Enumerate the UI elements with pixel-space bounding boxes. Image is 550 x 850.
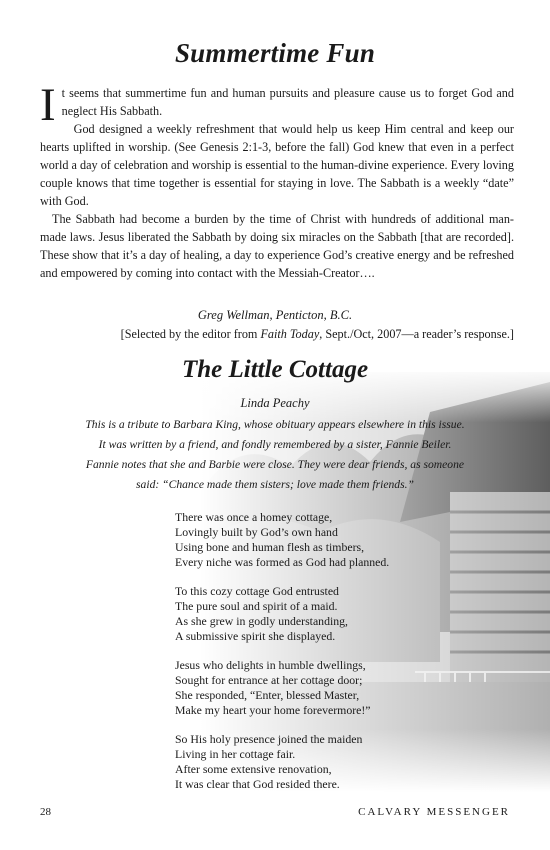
intro-line: This is a tribute to Barbara King, whose obituary appears elsewhere in this issue.: [85, 418, 465, 431]
paragraph: God designed a weekly refreshment that would help us keep Him central and keep our hearts uplifted in worship. (See Genesis 2:1-3, before the fall) God knew that even in a perfect world a day of celebration and worship is essential to the human-divine experience. Every loving couple knows that time together is essential for staying in love. The Sabbath is a weekly “date” with God.: [40, 122, 514, 208]
signature: Greg Wellman, Penticton, B.C.: [197, 308, 353, 322]
note-text: , Sept./Oct, 2007—a reader’s response.]: [319, 327, 514, 341]
poem-line: The pure soul and spirit of a maid.: [175, 599, 338, 613]
poem-line: So His holy presence joined the maiden: [175, 732, 363, 746]
article-title: Summertime Fun: [174, 38, 376, 68]
stanza: [175, 658, 475, 718]
poem-title: The Little Cottage: [181, 356, 369, 383]
poem-line: After some extensive renovation,: [175, 762, 332, 776]
poem: [175, 510, 475, 806]
poem-line: As she grew in godly understanding,: [175, 614, 348, 628]
poem-line: She responded, “Enter, blessed Master,: [175, 688, 360, 702]
paragraph-text: t seems that summertime fun and human pursuits and pleasure cause us to forget God and neglect His Sabbath.: [61, 86, 514, 118]
paragraph: [40, 79, 514, 131]
intro-line: said: “Chance made them sisters; love made them friends.”: [136, 478, 414, 491]
magazine-name: CALVARY MESSENGER: [358, 806, 510, 818]
intro-line: Fannie notes that she and Barbie were close. They were dear friends, as someone: [85, 458, 465, 471]
poem-line: A submissive spirit she displayed.: [175, 629, 336, 643]
stanza: [175, 732, 475, 792]
poem-author: Linda Peachy: [240, 396, 310, 410]
poem-line: Every niche was formed as God had planned.: [175, 555, 390, 569]
poem-line: There was once a homey cottage,: [175, 510, 333, 524]
note-text: [Selected by the editor from: [120, 327, 261, 341]
stanza: [175, 584, 475, 644]
intro-line: It was written by a friend, and fondly remembered by a sister, Fannie Beiler.: [98, 438, 452, 451]
article-body: [40, 79, 514, 282]
page-number: 28: [40, 806, 51, 818]
paragraph: The Sabbath had become a burden by the time of Christ with hundreds of additional man-made laws. Jesus liberated the Sabbath by doing six miracles on the Sabbath [that are recorded]. These show that it’s a day of healing, a day to experience God’s creative energy and be refreshed and empowered by coming into contact with the Messiah-Creator….: [40, 212, 514, 280]
poem-line: Make my heart your home forevermore!”: [175, 703, 371, 717]
poem-line: Living in her cottage fair.: [175, 747, 296, 761]
poem-line: To this cozy cottage God entrusted: [175, 584, 339, 598]
poem-line: Lovingly built by God’s own hand: [175, 525, 338, 539]
poem-line: Using bone and human flesh as timbers,: [175, 540, 365, 554]
poem-line: It was clear that God resided there.: [175, 777, 340, 791]
note-source: Faith Today: [260, 327, 320, 341]
drop-cap: I: [40, 79, 56, 131]
poem-line: Jesus who delights in humble dwellings,: [175, 658, 366, 672]
stanza: [175, 510, 475, 570]
poem-line: Sought for entrance at her cottage door;: [175, 673, 363, 687]
poem-intro: [30, 415, 520, 495]
editor-note: [40, 327, 514, 342]
